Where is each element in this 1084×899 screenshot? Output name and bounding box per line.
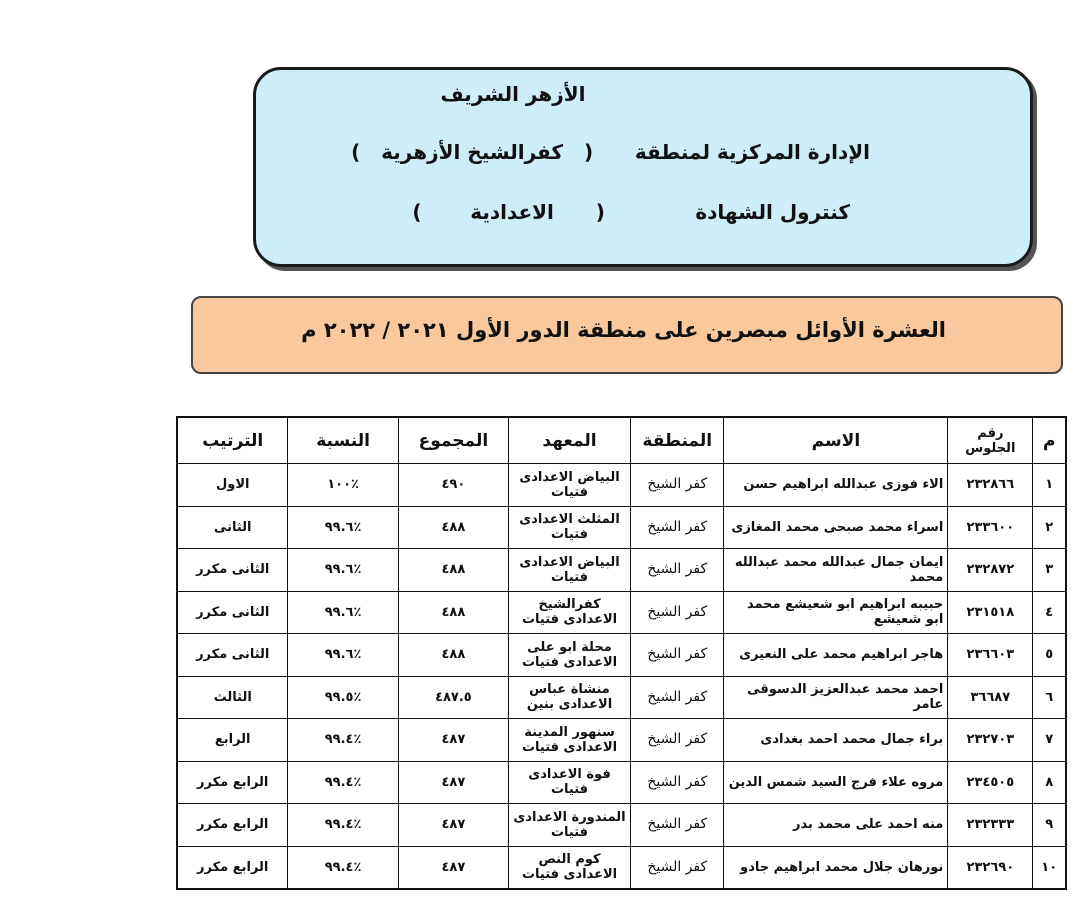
cell-region: كفر الشيخ	[630, 464, 724, 507]
cell-seat-number: ٢٣٦٦٠٣	[948, 634, 1033, 677]
cell-institute: منشاة عباس الاعدادى بنين	[509, 676, 631, 719]
cell-total: ٤٨٧	[398, 846, 508, 889]
cell-percent: ٪٩٩.٤	[288, 761, 398, 804]
cell-total: ٤٨٧	[398, 719, 508, 762]
cell-total: ٤٨٨	[398, 506, 508, 549]
header-total: المجموع	[398, 417, 508, 464]
cell-institute: كوم النص الاعدادى فتيات	[509, 846, 631, 889]
cell-percent: ٪٩٩.٦	[288, 506, 398, 549]
cell-percent: ٪١٠٠	[288, 464, 398, 507]
cell-total: ٤٨٧	[398, 804, 508, 847]
header-region: المنطقة	[630, 417, 724, 464]
results-table	[176, 416, 1067, 890]
cell-institute: سنهور المدينة الاعدادى فتيات	[509, 719, 631, 762]
cell-institute: كفرالشيخ الاعدادى فتيات	[509, 591, 631, 634]
header-percent: النسبة	[288, 417, 398, 464]
cell-name: حبيبه ابراهيم ابو شعيشع محمد ابو شعيشع	[724, 591, 948, 634]
header-line-control: كنترول الشهادة ( الاعدادية )	[412, 200, 850, 224]
cell-institute: البياض الاعدادى فتيات	[509, 549, 631, 592]
cell-rank: الرابع مكرر	[177, 804, 288, 847]
cell-total: ٤٨٨	[398, 591, 508, 634]
cell-rank: الثالث	[177, 676, 288, 719]
cell-m: ٤	[1033, 591, 1066, 634]
cell-m: ٧	[1033, 719, 1066, 762]
cell-region: كفر الشيخ	[630, 761, 724, 804]
cell-seat-number: ٢٣١٥١٨	[948, 591, 1033, 634]
table-row	[177, 634, 1066, 677]
cell-percent: ٪٩٩.٤	[288, 846, 398, 889]
cell-m: ٣	[1033, 549, 1066, 592]
cell-percent: ٪٩٩.٥	[288, 676, 398, 719]
cell-name: مروه علاء فرج السيد شمس الدين	[724, 761, 948, 804]
cell-percent: ٪٩٩.٦	[288, 549, 398, 592]
cell-m: ٩	[1033, 804, 1066, 847]
header-box	[253, 67, 1033, 267]
cell-percent: ٪٩٩.٦	[288, 634, 398, 677]
header-m: م	[1033, 417, 1066, 464]
cell-region: كفر الشيخ	[630, 634, 724, 677]
cell-total: ٤٨٧	[398, 761, 508, 804]
cell-institute: البياض الاعدادى فتيات	[509, 464, 631, 507]
header-line-azhar: الأزهر الشريف	[440, 82, 586, 106]
table-row	[177, 846, 1066, 889]
cell-region: كفر الشيخ	[630, 591, 724, 634]
cell-name: نورهان جلال محمد ابراهيم جادو	[724, 846, 948, 889]
results-title: العشرة الأوائل مبصرين على منطقة الدور الأول ٢٠٢١ / ٢٠٢٢ م	[301, 318, 946, 342]
cell-m: ٦	[1033, 676, 1066, 719]
cell-m: ٥	[1033, 634, 1066, 677]
header-name: الاسم	[724, 417, 948, 464]
cell-institute: فوة الاعدادى فتيات	[509, 761, 631, 804]
cell-m: ١٠	[1033, 846, 1066, 889]
cell-total: ٤٩٠	[398, 464, 508, 507]
header-seat-number: رقم الجلوس	[948, 417, 1033, 464]
cell-name: الاء فوزى عبدالله ابراهيم حسن	[724, 464, 948, 507]
cell-m: ١	[1033, 464, 1066, 507]
cell-name: براء جمال محمد احمد بغدادى	[724, 719, 948, 762]
cell-region: كفر الشيخ	[630, 549, 724, 592]
cell-m: ٨	[1033, 761, 1066, 804]
cell-m: ٢	[1033, 506, 1066, 549]
cell-seat-number: ٢٣٣٦٠٠	[948, 506, 1033, 549]
title-box	[191, 296, 1063, 374]
table-body	[177, 464, 1066, 890]
cell-rank: الرابع مكرر	[177, 846, 288, 889]
table-row	[177, 464, 1066, 507]
cell-name: احمد محمد عبدالعزيز الدسوقى عامر	[724, 676, 948, 719]
cell-rank: الثانى مكرر	[177, 591, 288, 634]
cell-percent: ٪٩٩.٦	[288, 591, 398, 634]
cell-region: كفر الشيخ	[630, 719, 724, 762]
cell-institute: المندورة الاعدادى فتيات	[509, 804, 631, 847]
header-line-administration: الإدارة المركزية لمنطقة ( كفرالشيخ الأزهرية )	[351, 140, 870, 164]
cell-region: كفر الشيخ	[630, 846, 724, 889]
cell-institute: محلة ابو على الاعدادى فتيات	[509, 634, 631, 677]
cell-total: ٤٨٧.٥	[398, 676, 508, 719]
cell-rank: الرابع	[177, 719, 288, 762]
table-row	[177, 761, 1066, 804]
cell-region: كفر الشيخ	[630, 676, 724, 719]
table-row	[177, 591, 1066, 634]
cell-seat-number: ٢٣٢٧٠٣	[948, 719, 1033, 762]
cell-rank: الرابع مكرر	[177, 761, 288, 804]
cell-seat-number: ٢٣٢٣٣٣	[948, 804, 1033, 847]
cell-region: كفر الشيخ	[630, 506, 724, 549]
table-row	[177, 676, 1066, 719]
header-institute: المعهد	[509, 417, 631, 464]
cell-seat-number: ٣٦٦٨٧	[948, 676, 1033, 719]
cell-rank: الاول	[177, 464, 288, 507]
cell-total: ٤٨٨	[398, 549, 508, 592]
header-rank: الترتيب	[177, 417, 288, 464]
table-row	[177, 506, 1066, 549]
cell-seat-number: ٢٣٤٥٠٥	[948, 761, 1033, 804]
cell-rank: الثانى مكرر	[177, 634, 288, 677]
cell-name: ايمان جمال عبدالله محمد عبدالله محمد	[724, 549, 948, 592]
table-row	[177, 719, 1066, 762]
table-row	[177, 804, 1066, 847]
table-header-row	[177, 417, 1066, 464]
cell-region: كفر الشيخ	[630, 804, 724, 847]
cell-name: منه احمد على محمد بدر	[724, 804, 948, 847]
cell-percent: ٪٩٩.٤	[288, 804, 398, 847]
cell-seat-number: ٢٣٢٦٩٠	[948, 846, 1033, 889]
cell-name: هاجر ابراهيم محمد على النعيرى	[724, 634, 948, 677]
cell-rank: الثانى مكرر	[177, 549, 288, 592]
cell-institute: المثلث الاعدادى فتيات	[509, 506, 631, 549]
cell-rank: الثانى	[177, 506, 288, 549]
cell-seat-number: ٢٣٢٨٧٢	[948, 549, 1033, 592]
table-row	[177, 549, 1066, 592]
cell-percent: ٪٩٩.٤	[288, 719, 398, 762]
cell-total: ٤٨٨	[398, 634, 508, 677]
cell-seat-number: ٢٣٢٨٦٦	[948, 464, 1033, 507]
cell-name: اسراء محمد صبحى محمد المغازى	[724, 506, 948, 549]
